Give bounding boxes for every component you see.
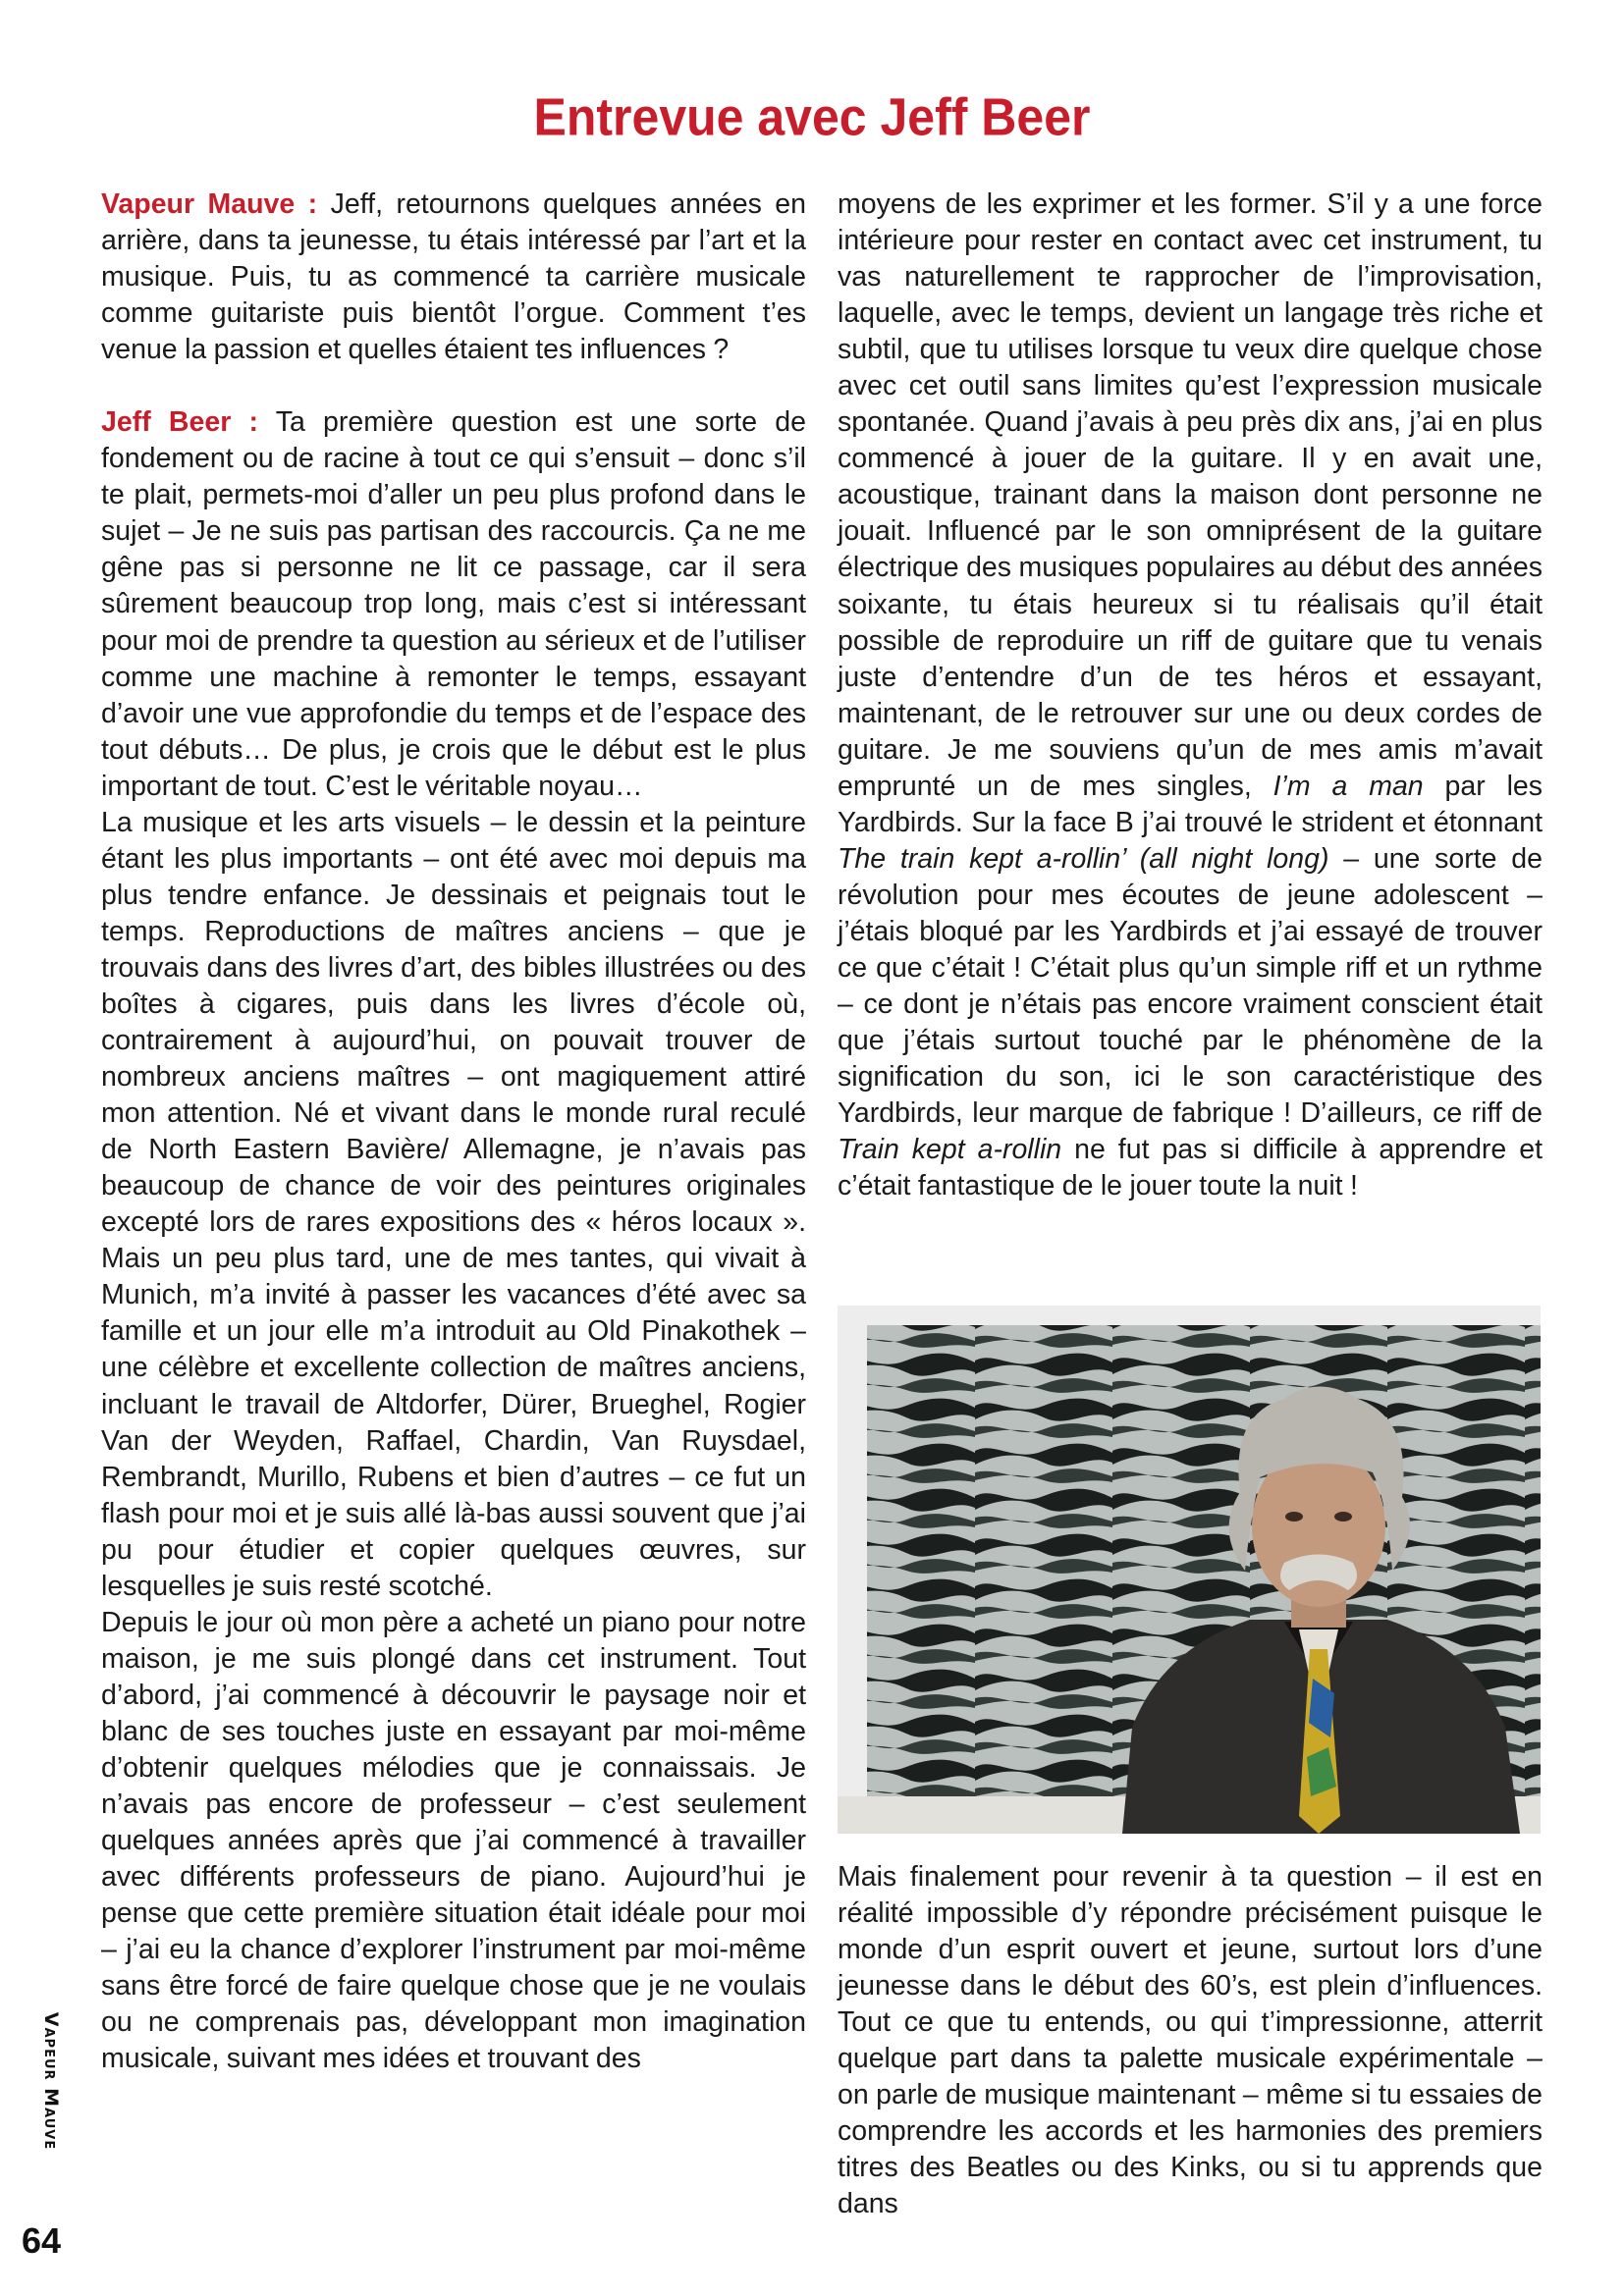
answer-text: par les Yardbirds. Sur la face B j’ai trouvé le strident et étonnant	[838, 770, 1543, 838]
answer-text: Ta première question est une sorte de fondement ou de racine à tout ce qui s’ensuit – donc s’il te plait, permets-moi d’aller un peu plus profond dans le sujet – Je ne suis pas partisan des raccourcis. Ça ne me gêne pas si personne ne lit ce passage, car il sera sûrement beaucoup trop long, mais c’est si intéressant pour moi de prendre ta question au sérieux et de l’utiliser comme une machine à remonter le temps, essayant d’avoir une vue approfondie du temps et de l’espace des tout débuts… De plus, je crois que le début est le plus important de tout. C’est le véritable noyau…	[101, 406, 806, 802]
magazine-name: Vapeur Mauve	[40, 2011, 62, 2151]
song-title: The train kept a-rollin’ (all night long)	[838, 842, 1329, 875]
answer-paragraph	[838, 187, 1543, 1204]
magazine-name-vertical	[22, 1993, 81, 2169]
answer-paragraph: Mais finalement pour revenir à ta question – il est en réalité impossible d’y répondre précisément puisque le monde d’un esprit ouvert et jeune, surtout lors d’une jeunesse dans le début des 60’s, est plein d’influences. Tout ce que tu entends, ou qui t’impressionne, atterrit quelque part dans ta palette musicale expérimentale – on parle de musique maintenant – même si tu essaies de comprendre les accords et les harmonies des premiers titres des Beatles ou des Kinks, ou si tu apprends que dans	[838, 1861, 1543, 2220]
portrait-photo	[838, 1306, 1541, 1834]
song-title: I’m a man	[1272, 770, 1424, 802]
speaker-label-interviewer: Vapeur Mauve :	[101, 188, 318, 220]
portrait-photo-illustration	[838, 1306, 1541, 1834]
question-text: Jeff, retournons quelques années en arrière, dans ta jeunesse, tu étais intéressé par l’art et la musique. Puis, tu as commencé ta carrière musicale comme guitariste puis bientôt l’orgue. Comment t’es venue la passion et quelles étaient tes influences ?	[101, 188, 807, 366]
right-column-top	[838, 187, 1543, 1204]
answer-paragraph: Depuis le jour où mon père a acheté un piano pour notre maison, je me suis plongé dans cet instrument. Tout d’abord, j’ai commencé à découvrir le paysage noir et blanc de ses touches juste en essayant par moi-même d’obtenir quelques mélodies que je connaissais. Je n’avais pas encore de professeur – c’est seulement quelques années après que j’ai commencé à travailler avec différents professeurs de piano. Aujourd’hui je pense que cette première situation était idéale pour moi – j’ai eu la chance d’explorer l’instrument par moi-même sans être forcé de faire quelque chose que je ne voulais ou ne comprenais pas, développant mon imagination musicale, suivant mes idées et trouvant des	[101, 1606, 806, 2075]
answer-text: – une sorte de révolution pour mes écoutes de jeune adolescent – j’étais bloqué par les Yardbirds et j’ai essayé de trouver ce que c’était ! C’était plus qu’un simple riff et un rythme – ce dont je n’étais pas encore vraiment conscient était que j’étais surtout touché par le phénomène de la signification du son, ici le son caractéristique des Yardbirds, leur marque de fabrique ! D’ailleurs, ce riff de	[838, 842, 1543, 1130]
speaker-label-interviewee: Jeff Beer :	[101, 406, 258, 439]
answer-paragraph	[101, 404, 806, 805]
answer-text: ne fut pas si difficile à apprendre et c’était fantastique de le jouer toute la nuit !	[838, 1134, 1543, 1202]
answer-paragraph: La musique et les arts visuels – le dessin et la peinture étant les plus importants – ont été avec moi depuis ma plus tendre enfance. Je dessinais et peignais tout le temps. Reproductions de maîtres anciens – que je trouvais dans des livres d’art, des bibles illustrées ou des boîtes à cigares, puis dans les livres d’école où, contrairement à aujourd’hui, on pouvait trouver de nombreux anciens maîtres – ont magiquement attiré mon attention. Né et vivant dans le monde rural reculé de North Eastern Bavière/ Allemagne, je n’avais pas beaucoup de chance de voir des peintures originales excepté lors de rares expositions des « héros locaux ». Mais un peu plus tard, une de mes tantes, qui vivait à Munich, m’a invité à passer les vacances d’été avec sa famille et un jour elle m’a introduit au Old Pinakothek – une célèbre et excellente collection de maîtres anciens, incluant le travail de Altdorfer, Dürer, Brueghel, Rogier Van der Weyden, Raffael, Chardin, Van Ruysdael, Rembrandt, Murillo, Rubens et bien d’autres – ce fut un flash pour moi et je suis allé là-bas aussi souvent que j’ai pu pour étudier et copier quelques œuvres, sur lesquelles je suis resté scotché.	[101, 806, 806, 1602]
right-column-bottom	[838, 1859, 1543, 2222]
left-column	[101, 187, 806, 2077]
song-title: Train kept a-rollin	[838, 1134, 1062, 1166]
question-paragraph	[101, 187, 806, 368]
article-title: Entrevue avec Jeff Beer	[533, 86, 1091, 147]
page-number: 64	[22, 2220, 62, 2261]
answer-text: moyens de les exprimer et les former. S’il y a une force intérieure pour rester en contact avec cet instrument, tu vas naturellement te rapprocher de l’improvisation, laquelle, avec le temps, devient un langage très riche et subtil, que tu utilises lorsque tu veux dire quelque chose avec cet outil sans limites qu’est l’expression musicale spontanée. Quand j’avais à peu près dix ans, j’ai en plus commencé à jouer de la guitare. Il y en avait une, acoustique, trainant dans la maison dont personne ne jouait. Influencé par le son omniprésent de la guitare électrique des musiques populaires au début des années soixante, tu étais heureux si tu réalisais qu’il était possible de reproduire un riff de guitare que tu venais juste d’entendre d’un de tes héros et essayant, maintenant, de le retrouver sur une ou deux cordes de guitare. Je me souviens qu’un de mes amis m’avait emprunté un de mes singles,	[838, 188, 1543, 802]
